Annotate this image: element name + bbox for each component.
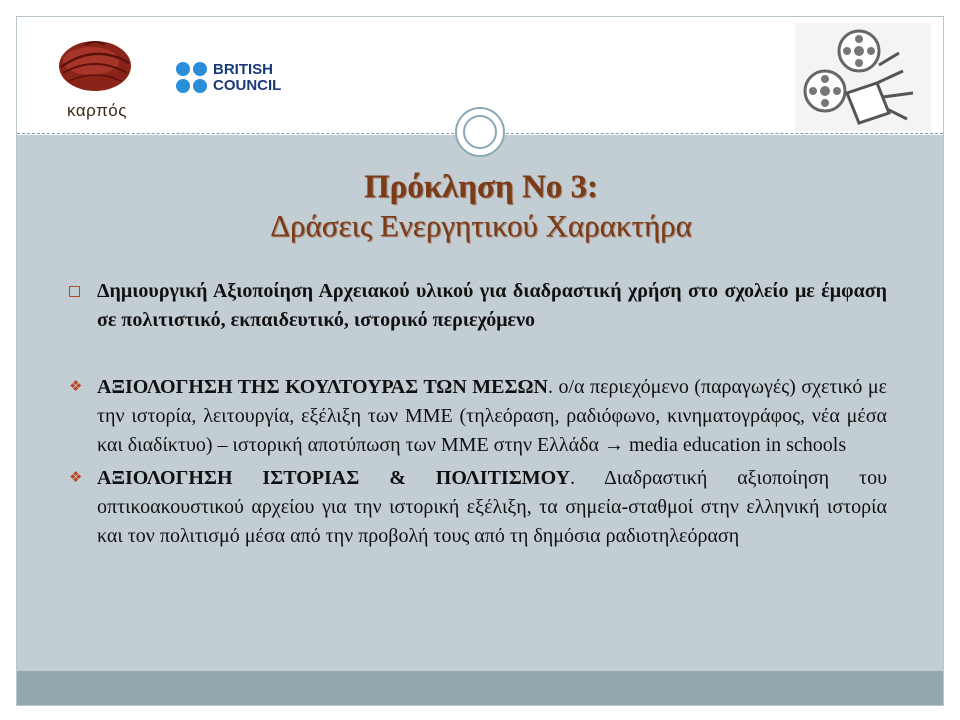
bullet-text: Δημιουργική Αξιοποίηση Αρχειακού υλικού για διαδραστική χρήση στο σχολείο με έμφαση σε πολιτιστικό, εκπαιδευτικό, ιστορικό περιεχόμενο — [97, 280, 887, 331]
film-reel-icon — [795, 23, 931, 131]
bullet-item — [67, 464, 887, 551]
karpos-label: καρπός — [67, 101, 127, 120]
film-reel-logo — [795, 23, 931, 131]
bullet-item — [67, 277, 887, 335]
bullet-text: . Διαδραστική αξιοποίηση του οπτικοακουστικού αρχείου για την ιστορική εξέλιξη, τα σημεία-σταθμοί στην ελληνική ιστορία και τον πολιτισμό μέσα από την προβολή τους από τη δημόσια ραδιοτηλεόραση — [97, 467, 887, 547]
diamond-bullet-icon: ❖ — [69, 379, 83, 395]
walnut-icon — [47, 33, 147, 101]
slide — [16, 16, 944, 706]
bullet-item — [67, 373, 887, 460]
square-bullet-icon — [69, 277, 80, 308]
footer-band — [17, 671, 943, 705]
bullet-list — [67, 277, 887, 551]
british-council-wordmark — [213, 62, 281, 94]
bullet-heading: ΑΞΙΟΛΟΓΗΣΗ ΙΣΤΟΡΙΑΣ & ΠΟΛΙΤΙΣΜΟΥ — [97, 467, 571, 489]
british-council-logo — [175, 61, 315, 101]
british-council-line1: BRITISH — [213, 61, 273, 78]
circle-ornament — [455, 107, 505, 157]
british-council-line2: COUNCIL — [213, 77, 282, 94]
diamond-bullet-icon: ❖ — [69, 470, 83, 486]
british-council-dots-icon — [175, 61, 209, 95]
bullet-heading: ΑΞΙΟΛΟΓΗΣΗ ΤΗΣ ΚΟΥΛΤΟΥΡΑΣ ΤΩΝ ΜΕΣΩΝ — [97, 376, 548, 398]
karpos-logo — [47, 33, 147, 129]
bullet-text: . ο/α περιεχόμενο (παραγωγές) σχετικό με την ιστορία, λειτουργία, εξέλιξη των ΜΜΕ (τηλεόραση, ραδιόφωνο, κινηματογράφος, νέα μέσα και διαδίκτυο) – ιστορική αποτύπωση των ΜΜΕ στην Ελλάδα → media education in schools — [97, 376, 888, 456]
title-line1: Πρόκληση Νο 3: — [363, 169, 599, 205]
title-line2: Δράσεις Ενεργητικού Χαρακτήρα — [270, 208, 692, 243]
slide-title — [17, 167, 944, 245]
